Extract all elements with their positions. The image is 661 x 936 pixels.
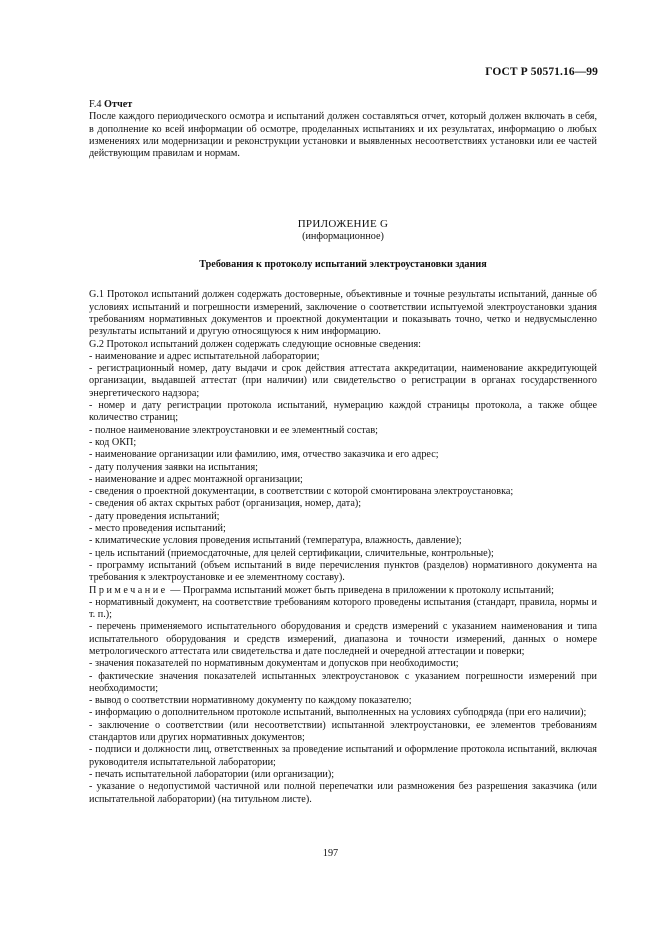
list-item: - информацию о дополнительном протоколе испытаний, выполненных на условиях субподряда (при его наличии);: [89, 707, 587, 719]
list-item: - нормативный документ, на соответствие требованиям которого проведены испытания (стандарт, правила, нормы и т. п.);: [89, 596, 597, 621]
list-item: - заключение о соответствии (или несоответствии) испытанной электроустановки, ее элементов требованиям стандартов или других нормативных документов;: [89, 719, 597, 744]
page-content: [89, 99, 597, 806]
list-item: - печать испытательной лаборатории (или организации);: [89, 768, 335, 780]
annex-label: ПРИЛОЖЕНИЕ G: [297, 218, 389, 231]
clause-g1: G.1 Протокол испытаний должен содержать достоверные, объективные и точные результаты испытаний, данные об условиях испытаний и погрешности измерений, заключение о соответствии испытуемой электроустановки здания требованиям нормативных документов и проектной документации и показывать точно, четко и недвусмысленно результаты испытаний и другую относящуюся к ним информацию.: [89, 289, 597, 338]
clause-g2-intro: G.2 Протокол испытаний должен содержать следующие основные сведения:: [89, 338, 421, 350]
list-item: - сведения о проектной документации, в соответствии с которой смонтирована электроустановка;: [89, 486, 514, 498]
list-item: - подписи и должности лиц, ответственных за проведение испытаний и оформление протокола испытаний, включая руководителя испытательной лаборатории;: [89, 744, 597, 768]
list-item: - цель испытаний (приемосдаточные, для целей сертификации, сличительные, контрольные);: [89, 547, 494, 559]
page-number: 197: [322, 848, 339, 859]
list-item: - наименование и адрес испытательной лаборатории;: [89, 350, 320, 362]
list-item: - код ОКП;: [89, 436, 137, 448]
document-code: ГОСТ Р 50571.16—99: [485, 66, 598, 78]
note-text: — Программа испытаний может быть приведена в приложении к протоколу испытаний;: [167, 584, 554, 596]
annex-type: (информационное): [302, 230, 384, 242]
note-label: Примечание: [89, 584, 168, 596]
list-item: - указание о недопустимой частичной или полной перепечатки или размножения без разрешения заказчика (или испытательной лаборатории) (на титульном листе).: [89, 781, 597, 805]
list-item: - вывод о соответствии нормативному документу по каждому показателю;: [89, 695, 412, 707]
section-f4-title: Отчет: [104, 99, 133, 110]
list-item: - значения показателей по нормативным документам и допусков при необходимости;: [89, 658, 459, 670]
list-item: - полное наименование электроустановки и ее элементный состав;: [89, 424, 378, 436]
section-f4-heading: [89, 99, 597, 111]
list-item: - программу испытаний (объем испытаний в виде перечисления пунктов (разделов) нормативного документа на требования к электроустановке и ее элементному составу).: [89, 559, 597, 584]
annex-title: Требования к протоколу испытаний электроустановки здания: [199, 259, 487, 271]
annex-header: [89, 218, 597, 243]
g2-list-continued: [89, 597, 597, 806]
list-item: - сведения об актах скрытых работ (организация, номер, дата);: [89, 498, 362, 510]
list-item: - наименование и адрес монтажной организации;: [89, 473, 303, 485]
list-item: - перечень применяемого испытательного оборудования и средств измерений с указанием наименования и типа испытательного оборудования и средств измерений, диапазона и точности измерений, данных о номере метрологического аттестата или свидетельства и дате последней и очередной аттестации и поверки;: [89, 621, 597, 657]
section-f4-number: F.4: [89, 99, 102, 110]
list-item: - наименование организации или фамилию, имя, отчество заказчика и его адрес;: [89, 449, 439, 461]
note: [89, 585, 597, 597]
list-item: - фактические значения показателей испытанных электроустановок с указанием погрешности измерений при необходимости;: [89, 670, 597, 694]
section-f4-paragraph: После каждого периодического осмотра и испытаний должен составляться отчет, который должен включать в себя, в дополнение ко всей информации об осмотре, проделанных испытаниях и их результатах, информацию о любых изменениях или модернизации и реконструкции установки и выявленных несоответствиях установки или ее частей действующим правилам и нормам.: [89, 111, 597, 160]
list-item: - номер и дату регистрации протокола испытаний, нумерацию каждой страницы протокола, а также общее количество страниц;: [89, 400, 597, 424]
list-item: - климатические условия проведения испытаний (температура, влажность, давление);: [89, 535, 462, 547]
list-item: - место проведения испытаний;: [89, 523, 226, 535]
list-item: - регистрационный номер, дату выдачи и срок действия аттестата аккредитации, наименование аккредитующей организации, выдавшей аттестат (при наличии) или свидетельство о регистрации в органах государственного энергетического надзора;: [89, 363, 597, 399]
list-item: - дату проведения испытаний;: [89, 510, 220, 522]
list-item: - дату получения заявки на испытания;: [89, 461, 259, 473]
g2-list: [89, 351, 597, 585]
